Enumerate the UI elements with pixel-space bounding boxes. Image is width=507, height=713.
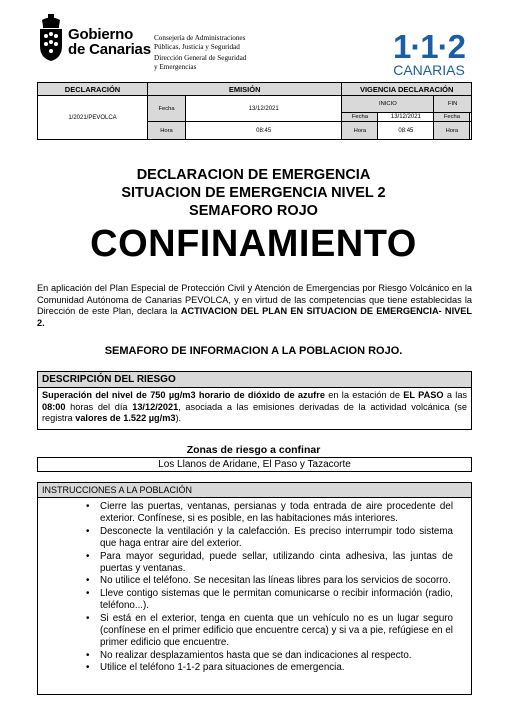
list-item: • Desconecte la ventilación y la calefacción. Es preciso interrumpir todo sistema que haga entrar aire del exterior. [100, 526, 453, 551]
brand-name: CANARIAS [393, 62, 465, 78]
112-canarias-logo [383, 30, 475, 78]
list-item: • Utilice el teléfono 1-1-2 para situaciones de emergencia. [100, 662, 453, 674]
consejeria-line-1: Consejería de Administraciones [154, 34, 246, 42]
confinamiento-heading: CONFINAMIENTO [90, 223, 417, 265]
risk-text-4: a las [443, 390, 468, 400]
emision-hora-label: Hora [148, 122, 186, 140]
list-item: • Cierre las puertas, ventanas, persianas y toda entrada de aire procedente del exterior. Confínese, si es posible, en las habitaciones más interiores. [100, 501, 453, 526]
instructions-list [38, 498, 471, 675]
risk-text-1: Superación del nivel de 750 µg/m3 horario de dióxido de azufre [42, 390, 325, 400]
logo-line-2: de Canarias [68, 41, 151, 58]
title-line-2: SITUACION DE EMERGENCIA NIVEL 2 [121, 185, 386, 201]
document-header [0, 0, 507, 84]
risk-text-3: EL PASO [403, 390, 444, 400]
emision-fecha: 13/12/2021 [186, 96, 342, 122]
col-emision: EMISIÓN [148, 83, 342, 96]
fin-hora-label: Hora [434, 122, 470, 140]
risk-text-9: valores de 1.522 µg/m3 [75, 413, 176, 423]
consejeria-line-2: Públicas, Justicia y Seguridad [154, 42, 240, 51]
declaration-titles [0, 166, 507, 220]
list-item: • No utilice el teléfono. Se necesitan las líneas libres para los servicios de socorro. [100, 575, 453, 587]
intro-text: En aplicación del Plan Especial de Protección Civil y Atención de Emergencias por Riesgo Volcánico en la Comunidad Autónoma de Canarias PEVOLCA, y en virtud de las competencias que tiene establecidas la Dirección de este Plan, declara la [37, 283, 472, 316]
intro-paragraph [37, 283, 472, 329]
declaration-meta-table [37, 82, 472, 140]
brand-number: 1·1·2 [392, 28, 466, 65]
instructions-box [37, 482, 472, 695]
semaforo-statement: SEMAFORO DE INFORMACION A LA POBLACION ROJO. [104, 345, 403, 357]
risk-text-7: 13/12/2021 [132, 401, 179, 412]
coat-of-arms-icon [38, 14, 64, 62]
zonas-value: Los Llanos de Aridane, El Paso y Tazacorte [37, 457, 472, 472]
logo-line-1: Gobierno [68, 26, 134, 43]
list-item: • Si está en el exterior, tenga en cuenta que un vehículo no es un lugar seguro (confínese en el primer edificio que encuentre cerca) y si va a pie, refúgiese en el primer edificio que encuentre. [100, 613, 453, 650]
title-line-3: SEMAFORO ROJO [189, 203, 318, 219]
title-line-1: DECLARACION DE EMERGENCIA [136, 167, 371, 183]
risk-text-5: 08:00 [42, 401, 66, 412]
fin-hora [470, 122, 472, 140]
inicio-hora-label: Hora [342, 122, 378, 140]
inicio-fecha: 13/12/2021 [378, 113, 434, 122]
fin-fecha [470, 113, 472, 122]
fin-label: FIN [434, 96, 472, 113]
col-declaracion: DECLARACIÓN [38, 83, 148, 96]
consejeria-block [154, 34, 246, 71]
instructions-header: INSTRUCCIONES A LA POBLACIÓN [38, 483, 471, 498]
inicio-label: INICIO [342, 96, 434, 113]
list-item: • Lleve contigo sistemas que le permitan comunicarse o recibir información (radio, teléfono...). [100, 588, 453, 613]
fin-fecha-label: Fecha [434, 113, 470, 122]
direccion-line-2: y Emergencias [154, 62, 197, 71]
risk-description-box [37, 371, 472, 430]
emision-hora: 08:45 [186, 122, 342, 140]
col-vigencia: VIGENCIA DECLARACIÓN [342, 83, 472, 96]
direccion-line-1: Dirección General de Seguridad [154, 54, 247, 63]
list-item: • No realizar desplazamientos hasta que se dan indicaciones al respecto. [100, 650, 453, 662]
gobierno-logo-text [68, 27, 151, 57]
declaracion-id: 1/2021/PEVOLCA [38, 96, 148, 140]
risk-text-8: , asociada a las emisiones derivadas de la actividad volcánica (se registra [42, 401, 467, 423]
inicio-hora: 08:45 [378, 122, 434, 140]
risk-text-6: horas del día [65, 401, 133, 412]
intro-bold: ACTIVACION DEL PLAN EN SITUACION DE EMERGENCIA- NIVEL 2. [37, 306, 472, 328]
list-item: • Para mayor seguridad, puede sellar, utilizando cinta adhesiva, las juntas de puertas y ventanas. [100, 551, 453, 576]
emision-fecha-label: Fecha [148, 96, 186, 122]
risk-body [38, 388, 471, 429]
inicio-fecha-label: Fecha [342, 113, 378, 122]
risk-text-2: en la estación de [324, 390, 404, 400]
risk-text-10: ). [175, 413, 182, 423]
zonas-title: Zonas de riesgo a confinar [186, 444, 321, 456]
risk-header: DESCRIPCIÓN DEL RIESGO [38, 372, 471, 388]
